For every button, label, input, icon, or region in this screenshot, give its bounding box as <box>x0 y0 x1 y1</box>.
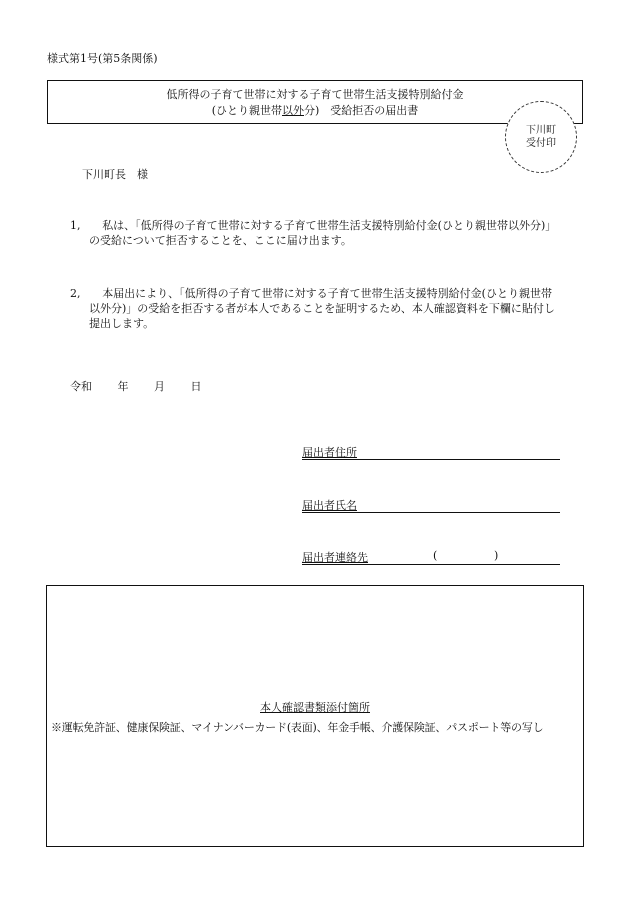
item-number: 2, <box>70 287 81 300</box>
date-year: 年 <box>117 380 129 393</box>
title-line-2-pre: (ひとり親世帯 <box>211 104 282 117</box>
title-line-2 <box>48 103 582 119</box>
date-month: 月 <box>154 380 165 393</box>
date-line <box>70 378 224 394</box>
contact-field[interactable] <box>302 549 560 565</box>
date-era: 令和 <box>70 380 92 393</box>
stamp-line-1: 下川町 <box>526 125 556 136</box>
statement-item-2 <box>70 286 562 331</box>
reception-stamp-area <box>505 101 577 173</box>
item-text: 私は、「低所得の子育て世帯に対する子育て世帯生活支援特別給付金(ひとり親世帯以外分)」の受給について拒否することを、ここに届け出ます。 <box>89 219 557 247</box>
item-number: 1, <box>70 219 81 232</box>
title-line-1: 低所得の子育て世帯に対する子育て世帯生活支援特別給付金 <box>166 88 464 101</box>
id-document-attachment-box[interactable] <box>46 585 584 847</box>
paren-close: ) <box>494 549 499 562</box>
document-title-box <box>47 80 583 124</box>
stamp-line-2: 受付印 <box>526 138 556 149</box>
title-line-2-underlined: 以外 <box>282 104 304 117</box>
addressee: 下川町長 様 <box>82 168 148 181</box>
statement-item-1 <box>70 218 562 248</box>
address-label: 届出者住所 <box>302 446 357 459</box>
contact-label: 届出者連絡先 <box>302 551 368 564</box>
id-section-note: ※運転免許証、健康保険証、マイナンバーカード(表面)、年金手帳、介護保険証、パスポート等の写し <box>51 721 544 734</box>
name-field[interactable] <box>302 497 560 513</box>
item-text: 本届出により、「低所得の子育て世帯に対する子育て世帯生活支援特別給付金(ひとり親世帯以外分)」の受給を拒否する者が本人であることを証明するため、本人確認資料を下欄に貼付し提出します。 <box>89 287 555 330</box>
date-day: 日 <box>190 380 202 393</box>
paren-open: ( <box>433 549 438 562</box>
title-line-2-post: 分) 受給拒否の届出書 <box>304 104 419 117</box>
name-label: 届出者氏名 <box>302 499 357 512</box>
address-field[interactable] <box>302 444 560 460</box>
form-number: 様式第1号(第5条関係) <box>47 52 158 65</box>
id-section-title: 本人確認書類添付箇所 <box>260 701 370 714</box>
